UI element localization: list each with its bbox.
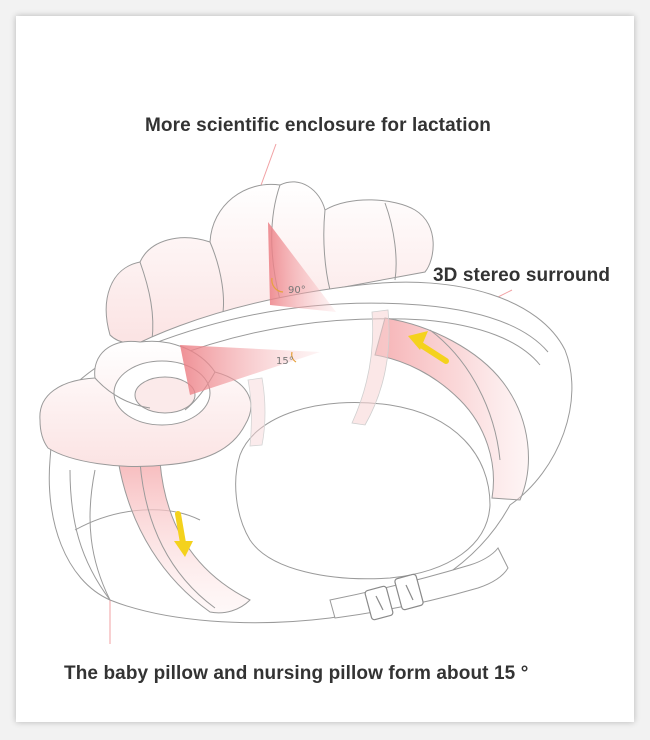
- angle-label-15: 15°: [276, 356, 294, 367]
- top-leader-line: [260, 144, 276, 188]
- caption-surround: 3D stereo surround: [433, 265, 611, 286]
- angle-label-90: 90°: [288, 285, 306, 296]
- caption-angle: The baby pillow and nursing pillow form about 15 °: [64, 663, 529, 684]
- caption-enclosure: More scientific enclosure for lactation: [145, 115, 491, 136]
